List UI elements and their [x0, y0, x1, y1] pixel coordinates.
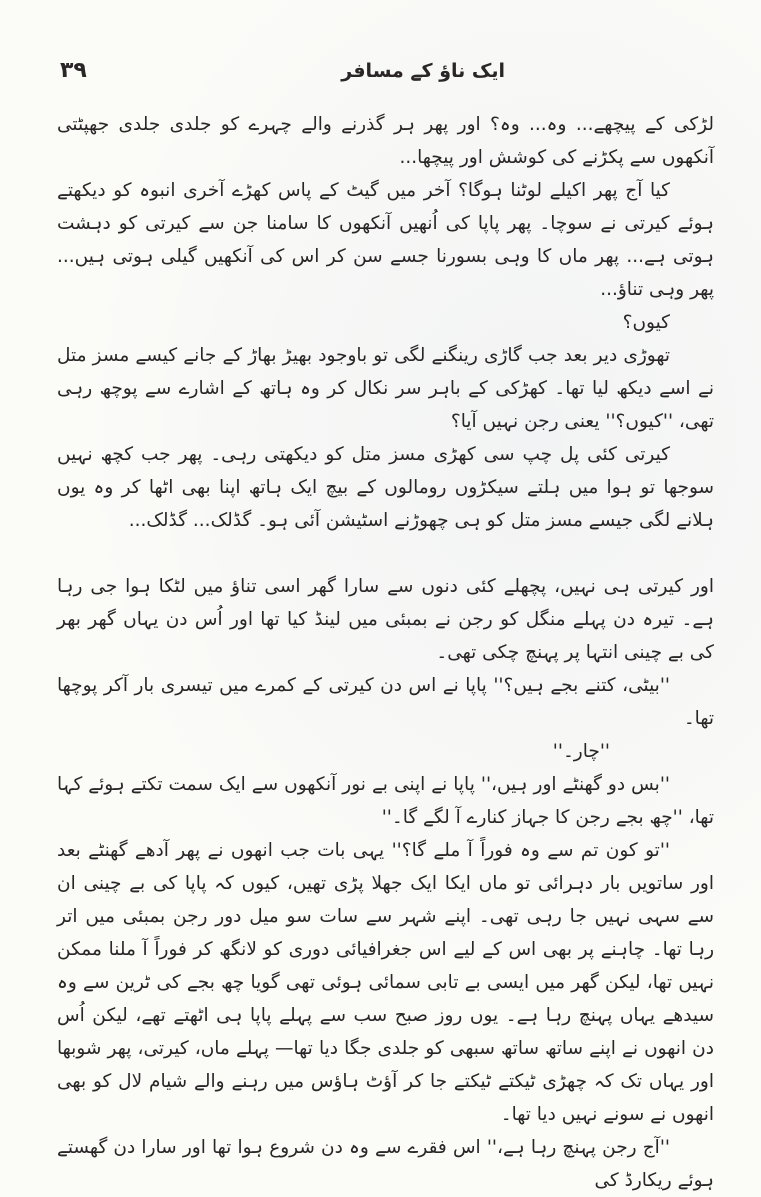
page-header: [60, 56, 720, 96]
paragraph: ''بس دو گھنٹے اور ہیں،'' پاپا نے اپنی بے نور آنکھوں سے ایک سمت تکتے ہوئے کہا تھا، ''چھ بجے رجن کا جہاز کنارے آ لگے گا۔'': [57, 774, 714, 828]
page-number: ۳۹: [60, 58, 87, 83]
body-text: [57, 108, 714, 1197]
paragraph: کیا آج پھر اکیلے لوٹنا ہوگا؟ آخر میں گیٹ کے پاس کھڑے آخری انبوہ کو دیکھتے ہوئے کیرتی نے سوچا۔ پھر پاپا کی اُنھیں آنکھوں کا سامنا جن سے کیرتی کو دہشت ہوتی ہے... پھر ماں کا وہی بسورنا جسے سن کر اس کی آنکھیں گیلی ہوتی ہیں... پھر وہی تناؤ...: [57, 180, 714, 300]
paragraph: لڑکی کے پیچھے... وہ... وہ؟ اور پھر ہر گذرنے والے چہرے کو جلدی جلدی جھپٹتی آنکھوں سے پکڑنے کی کوشش اور پیچھا...: [57, 114, 714, 168]
running-title: ایک ناؤ کے مسافر: [341, 60, 505, 82]
paragraph: ''تو کون تم سے وہ فوراً آ ملے گا؟'' یہی بات جب انھوں نے پھر آدھے گھنٹے بعد اور ساتویں بار دہرائی تو ماں ایکا ایک جھلا پڑی تھیں، کیوں کہ پاپا کی بے چینی ان سے سہی نہیں جا رہی تھی۔ اپنے شہر سے سات سو میل دور رجن بمبئی میں اتر رہا تھا۔ چاہنے پر بھی اس کے لیے اس جغرافیائی دوری کو لانگھ کر فوراً آ ملنا ممکن نہیں تھا، لیکن گھر میں ایسی بے تابی سمائی ہوئی تھی گویا چھ بجے کی ٹرین سے وہ سیدھے یہاں پہنچ رہا ہے۔ یوں روز صبح سب سے پہلے پاپا ہی اٹھتے تھے، لیکن اُس دن انھوں نے اپنے ساتھ ساتھ سبھی کو جلدی جگا دیا تھا— پہلے ماں، کیرتی، پھر شوبھا اور یہاں تک کہ چھڑی ٹیکتے ٹیکتے جا کر آؤٹ ہاؤس میں رہنے والے شیام لال کو بھی انھوں نے سونے نہیں دیا تھا۔: [57, 840, 714, 1125]
paragraph: ''بیٹی، کتنے بجے ہیں؟'' پاپا نے اس دن کیرتی کے کمرے میں تیسری بار آکر پوچھا تھا۔: [57, 675, 714, 729]
paragraph: ''آج رجن پہنچ رہا ہے،'' اس فقرے سے وہ دن شروع ہوا تھا اور سارا دن گھستے ہوئے ریکارڈ کی: [57, 1137, 714, 1191]
paragraph: ''چار۔'': [552, 741, 610, 762]
paragraph: تھوڑی دیر بعد جب گاڑی رینگنے لگی تو باوجود بھیڑ بھاڑ کے جانے کیسے مسز متل نے اسے دیکھ لیا تھا۔ کھڑکی کے باہر سر نکال کر وہ ہاتھ کے اشارے سے پوچھ رہی تھی، ''کیوں؟'' یعنی رجن نہیں آیا؟: [57, 345, 714, 432]
paragraph: کیوں؟: [622, 312, 670, 333]
paragraph: کیرتی کئی پل چپ سی کھڑی مسز متل کو دیکھتی رہی۔ پھر جب کچھ نہیں سوجھا تو ہوا میں ہلتے سیکڑوں رومالوں کے بیچ ایک ہاتھ اپنا بھی اٹھا کر وہ یوں ہلانے لگی جیسے مسز متل کو ہی چھوڑنے اسٹیشن آئی ہو۔ گڈلک... گڈلک...: [57, 444, 714, 531]
paragraph: اور کیرتی ہی نہیں، پچھلے کئی دنوں سے سارا گھر اسی تناؤ میں لٹکا ہوا جی رہا ہے۔ تیرہ دن پہلے منگل کو رجن نے بمبئی میں لینڈ کیا تھا اور اُس دن یہاں گھر بھر کی بے چینی انتہا پر پہنچ چکی تھی۔: [57, 576, 714, 663]
